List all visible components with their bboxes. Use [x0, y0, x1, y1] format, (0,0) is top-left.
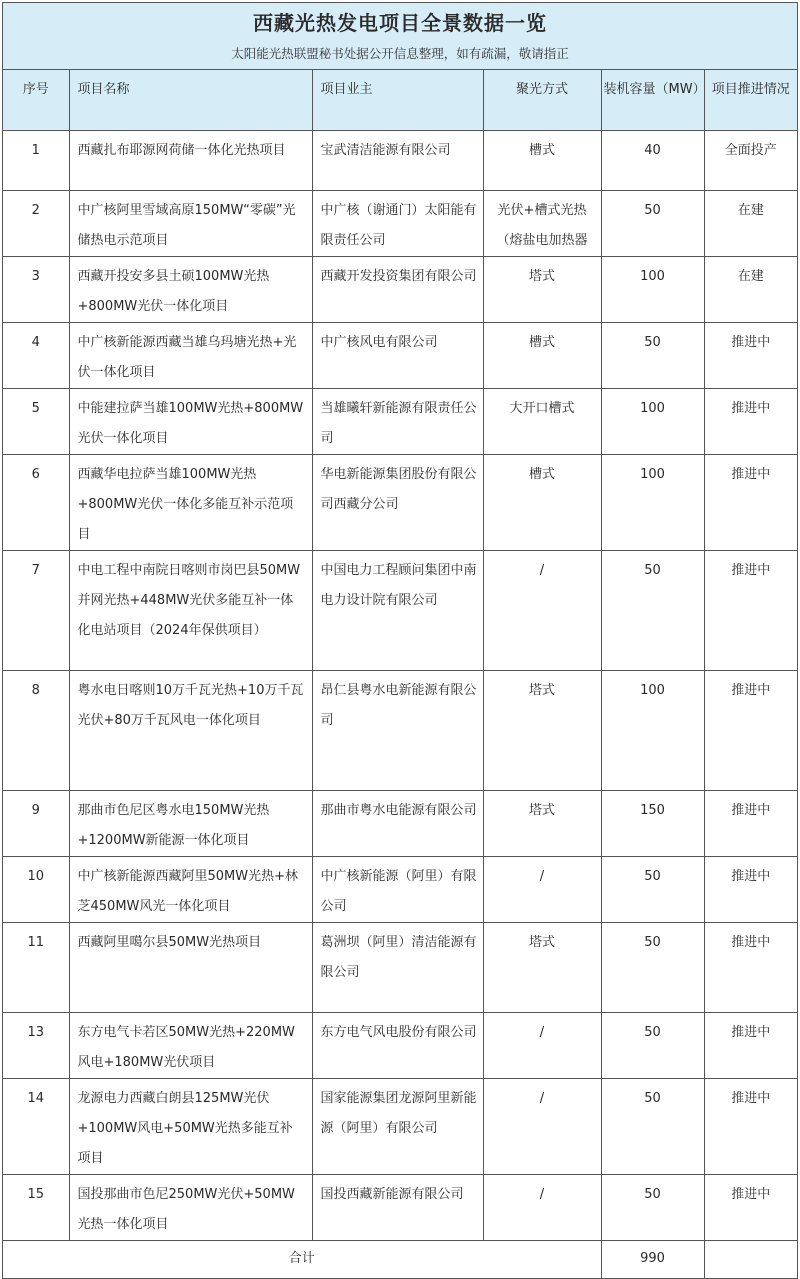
table-row	[3, 922, 797, 1012]
col-header-status: 项目推进情况	[704, 70, 797, 130]
cell-owner: 宝武清洁能源有限公司	[312, 130, 483, 190]
cell-method: /	[483, 550, 601, 670]
cell-capacity: 50	[601, 1078, 704, 1174]
cell-no: 11	[3, 922, 69, 1012]
cell-capacity: 40	[601, 130, 704, 190]
table-row	[3, 670, 797, 790]
total-empty-cell	[704, 1240, 797, 1278]
cell-owner: 中广核（谢通门）太阳能有限责任公司	[312, 190, 483, 256]
cell-capacity: 100	[601, 670, 704, 790]
cell-no: 8	[3, 670, 69, 790]
cell-capacity: 50	[601, 856, 704, 922]
col-header-no: 序号	[3, 70, 69, 130]
cell-project-name: 中电工程中南院日喀则市岗巴县50MW并网光热+448MW光伏多能互补一体化电站项目（2024年保供项目）	[69, 550, 312, 670]
cell-no: 2	[3, 190, 69, 256]
cell-status: 推进中	[704, 922, 797, 1012]
cell-project-name: 西藏扎布耶源网荷储一体化光热项目	[69, 130, 312, 190]
cell-method: 槽式	[483, 322, 601, 388]
cell-capacity: 50	[601, 922, 704, 1012]
cell-project-name: 龙源电力西藏白朗县125MW光伏+100MW风电+50MW光热多能互补项目	[69, 1078, 312, 1174]
table-header-row	[3, 70, 797, 130]
cell-method: 光伏+槽式光热（熔盐电加热器	[483, 190, 601, 256]
cell-method: /	[483, 1174, 601, 1240]
cell-project-name: 中能建拉萨当雄100MW光热+800MW光伏一体化项目	[69, 388, 312, 454]
cell-no: 5	[3, 388, 69, 454]
cell-project-name: 东方电气卡若区50MW光热+220MW风电+180MW光伏项目	[69, 1012, 312, 1078]
document	[2, 2, 798, 1279]
projects-table	[3, 70, 797, 1278]
cell-status: 全面投产	[704, 130, 797, 190]
cell-status: 推进中	[704, 388, 797, 454]
cell-owner: 国投西藏新能源有限公司	[312, 1174, 483, 1240]
cell-owner: 那曲市粤水电能源有限公司	[312, 790, 483, 856]
cell-project-name: 中广核阿里雪域高原150MW“零碳”光储热电示范项目	[69, 190, 312, 256]
cell-owner: 中国电力工程顾问集团中南电力设计院有限公司	[312, 550, 483, 670]
document-title: 西藏光热发电项目全景数据一览	[253, 11, 547, 35]
table-row	[3, 856, 797, 922]
cell-project-name: 西藏阿里噶尔县50MW光热项目	[69, 922, 312, 1012]
table-row	[3, 550, 797, 670]
cell-method: 塔式	[483, 670, 601, 790]
col-header-name: 项目名称	[69, 70, 312, 130]
cell-owner: 昂仁县粤水电新能源有限公司	[312, 670, 483, 790]
cell-capacity: 100	[601, 256, 704, 322]
cell-capacity: 50	[601, 322, 704, 388]
cell-owner: 当雄曦轩新能源有限责任公司	[312, 388, 483, 454]
cell-owner: 葛洲坝（阿里）清洁能源有限公司	[312, 922, 483, 1012]
total-label: 合计	[3, 1240, 601, 1278]
cell-owner: 中广核风电有限公司	[312, 322, 483, 388]
cell-no: 13	[3, 1012, 69, 1078]
cell-status: 推进中	[704, 790, 797, 856]
cell-no: 6	[3, 454, 69, 550]
cell-capacity: 50	[601, 1174, 704, 1240]
cell-method: 槽式	[483, 454, 601, 550]
cell-status: 推进中	[704, 856, 797, 922]
cell-status: 推进中	[704, 322, 797, 388]
cell-capacity: 100	[601, 454, 704, 550]
table-row	[3, 454, 797, 550]
cell-capacity: 50	[601, 550, 704, 670]
table-row	[3, 388, 797, 454]
cell-owner: 西藏开发投资集团有限公司	[312, 256, 483, 322]
total-row	[3, 1240, 797, 1278]
col-header-method: 聚光方式	[483, 70, 601, 130]
total-capacity: 990	[601, 1240, 704, 1278]
cell-owner: 华电新能源集团股份有限公司西藏分公司	[312, 454, 483, 550]
cell-status: 在建	[704, 256, 797, 322]
cell-project-name: 中广核新能源西藏阿里50MW光热+林芝450MW风光一体化项目	[69, 856, 312, 922]
cell-no: 15	[3, 1174, 69, 1240]
cell-project-name: 西藏华电拉萨当雄100MW光热+800MW光伏一体化多能互补示范项目	[69, 454, 312, 550]
col-header-capacity: 装机容量（MW）	[601, 70, 704, 130]
cell-status: 推进中	[704, 550, 797, 670]
table-row	[3, 190, 797, 256]
cell-status: 推进中	[704, 1174, 797, 1240]
cell-status: 推进中	[704, 670, 797, 790]
cell-owner: 中广核新能源（阿里）有限公司	[312, 856, 483, 922]
cell-method: /	[483, 1078, 601, 1174]
cell-no: 9	[3, 790, 69, 856]
cell-project-name: 中广核新能源西藏当雄乌玛塘光热+光伏一体化项目	[69, 322, 312, 388]
table-row	[3, 322, 797, 388]
cell-no: 4	[3, 322, 69, 388]
cell-capacity: 50	[601, 1012, 704, 1078]
cell-status: 在建	[704, 190, 797, 256]
cell-method: /	[483, 856, 601, 922]
cell-status: 推进中	[704, 1078, 797, 1174]
cell-capacity: 50	[601, 190, 704, 256]
cell-status: 推进中	[704, 454, 797, 550]
cell-no: 7	[3, 550, 69, 670]
cell-project-name: 粤水电日喀则10万千瓦光热+10万千瓦光伏+80万千瓦风电一体化项目	[69, 670, 312, 790]
table-row	[3, 1174, 797, 1240]
cell-method: 塔式	[483, 790, 601, 856]
table-row	[3, 256, 797, 322]
document-subtitle: 太阳能光热联盟秘书处据公开信息整理，如有疏漏，敬请指正	[231, 46, 569, 61]
cell-status: 推进中	[704, 1012, 797, 1078]
cell-method: /	[483, 1012, 601, 1078]
cell-project-name: 那曲市色尼区粤水电150MW光热+1200MW新能源一体化项目	[69, 790, 312, 856]
cell-owner: 国家能源集团龙源阿里新能源（阿里）有限公司	[312, 1078, 483, 1174]
cell-no: 10	[3, 856, 69, 922]
cell-method: 塔式	[483, 922, 601, 1012]
col-header-owner: 项目业主	[312, 70, 483, 130]
cell-capacity: 150	[601, 790, 704, 856]
table-row	[3, 1078, 797, 1174]
cell-project-name: 国投那曲市色尼250MW光伏+50MW光热一体化项目	[69, 1174, 312, 1240]
cell-method: 槽式	[483, 130, 601, 190]
table-row	[3, 130, 797, 190]
cell-no: 14	[3, 1078, 69, 1174]
cell-method: 塔式	[483, 256, 601, 322]
table-row	[3, 1012, 797, 1078]
document-header	[3, 3, 797, 70]
cell-capacity: 100	[601, 388, 704, 454]
cell-project-name: 西藏开投安多县土硕100MW光热+800MW光伏一体化项目	[69, 256, 312, 322]
cell-no: 3	[3, 256, 69, 322]
cell-owner: 东方电气风电股份有限公司	[312, 1012, 483, 1078]
table-row	[3, 790, 797, 856]
cell-no: 1	[3, 130, 69, 190]
cell-method: 大开口槽式	[483, 388, 601, 454]
table-body	[3, 130, 797, 1278]
